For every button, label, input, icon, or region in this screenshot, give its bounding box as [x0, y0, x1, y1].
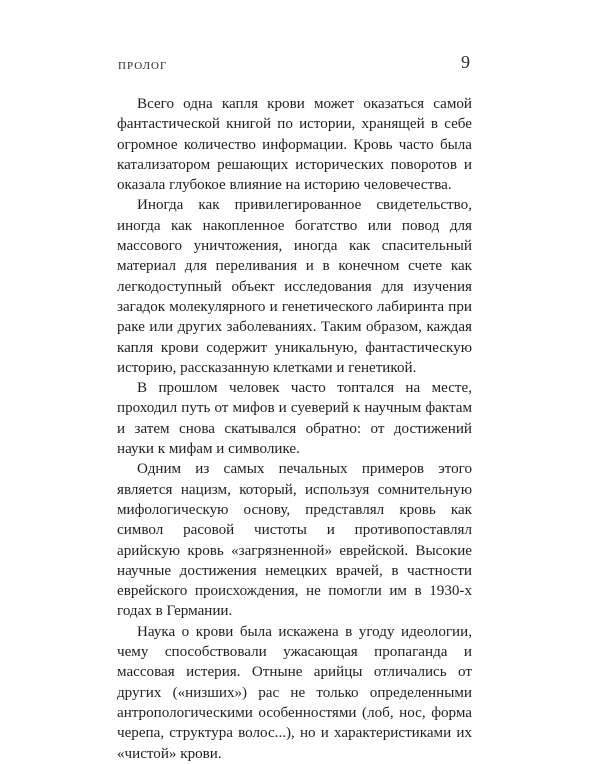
running-head: ПРОЛОГ	[118, 60, 168, 72]
page-number: 9	[461, 52, 470, 72]
body-text	[117, 94, 472, 764]
paragraph: В прошлом человек часто топтался на месте, проходил путь от мифов и суеверий к научным фактам и затем снова скатывался обратно: от достижений науки к мифам и символике.	[117, 380, 472, 458]
paragraph: Одним из самых печальных примеров этого является нацизм, который, используя сомнительную мифологическую основу, представлял кровь как символ расовой чистоты и противопоставлял арийскую кровь «загрязненной» еврейской. Высокие научные достижения немецких врачей, в частности еврейского происхождения, не помогли им в 1930-х годах в Германии.	[117, 461, 472, 620]
paragraph: Иногда как привилегированное свидетельство, иногда как накопленное богатство или повод для массового уничтожения, иногда как спасительный материал для переливания и в конечном счете как легкодоступный объект исследования для изучения загадок молекулярного и генетического лабиринта при раке или других заболеваниях. Таким образом, каждая капля крови содержит уникальную, фантастическую историю, рассказанную клетками и генетикой.	[117, 197, 472, 376]
paragraph: Всего одна капля крови может оказаться самой фантастической книгой по истории, хранящей в себе огромное количество информации. Кровь часто была катализатором решающих исторических поворотов и оказала глубокое влияние на историю человечества.	[117, 96, 472, 194]
paragraph: Наука о крови была искажена в угоду идеологии, чему способствовали ужасающая пропаганда и массовая истерия. Отныне арийцы отличались от других («низших») рас не только определенными антропологическими особенностями (лоб, нос, форма черепа, структура волос...), но и характеристиками их «чистой» крови.	[117, 623, 472, 762]
